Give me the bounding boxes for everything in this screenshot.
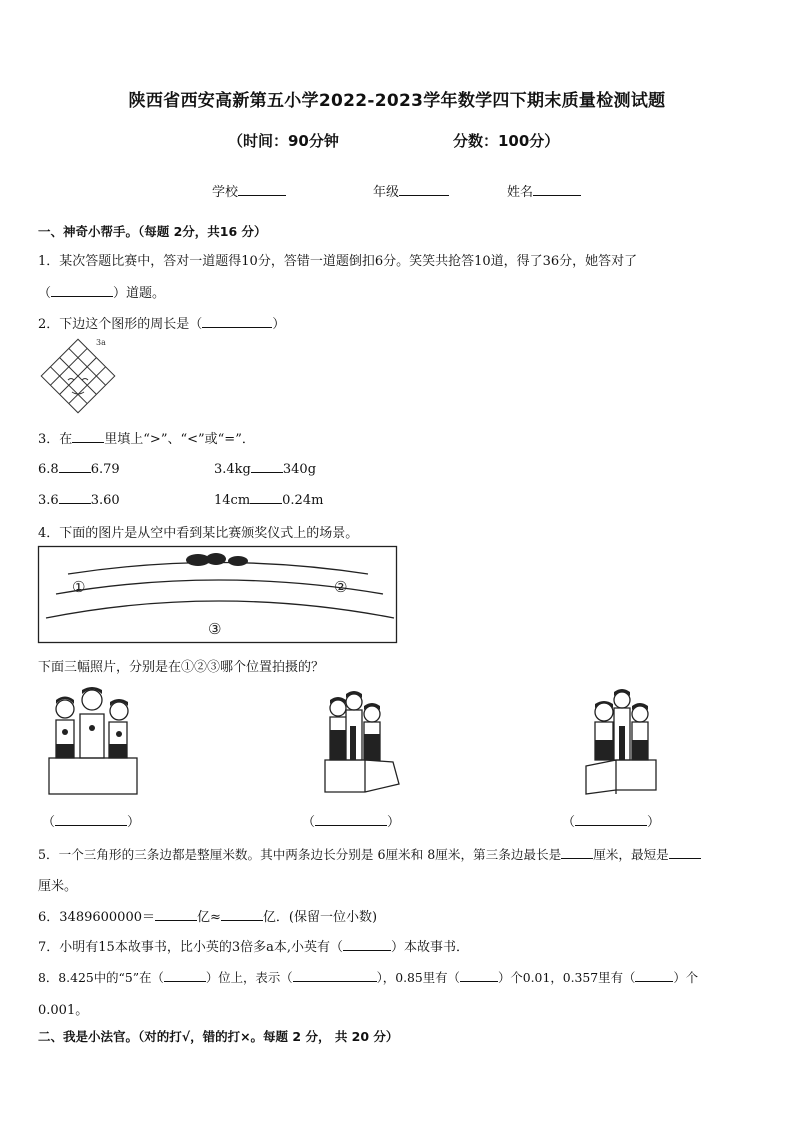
position-3-label: ③ xyxy=(208,620,222,638)
section1-heading: 一、神奇小帮手。（每题 2分，共16 分） xyxy=(38,224,267,239)
q6-exact-blank[interactable] xyxy=(155,908,197,921)
q5-line2: 厘米。 xyxy=(38,879,78,894)
photo-3-answer xyxy=(562,811,660,830)
q5-min-blank[interactable] xyxy=(669,846,701,859)
school-label: 学校 xyxy=(212,185,239,200)
q3-item-2-left: 3.4kg xyxy=(214,462,251,477)
q3-item-2-blank[interactable] xyxy=(251,460,283,473)
q3-sample-blank xyxy=(72,430,104,443)
photo-3-answer-blank[interactable] xyxy=(575,813,647,826)
q1-answer-blank[interactable] xyxy=(51,284,113,297)
q5-text-b: 厘米，最短是 xyxy=(593,847,669,862)
q3-intro-b: 里填上“>”、“<”或“=”． xyxy=(104,432,255,447)
q5-line1 xyxy=(38,844,701,863)
q7-answer-blank[interactable] xyxy=(343,938,391,951)
q3-item-1-left: 6.8 xyxy=(38,462,59,477)
name-field[interactable] xyxy=(507,181,581,200)
q3-item-4 xyxy=(214,491,323,508)
q2-suffix: ） xyxy=(272,317,286,332)
q5-text-a: 5．一个三角形的三条边都是整厘米数。其中两条边长分别是 6厘米和 8厘米，第三条边最长是 xyxy=(38,847,562,862)
photo-1-answer-blank[interactable] xyxy=(55,813,127,826)
q1-close: ）道题。 xyxy=(113,286,166,301)
q3-item-4-left: 14cm xyxy=(214,493,251,508)
q8-text-e: ）个 xyxy=(673,970,699,985)
photo-3-close: ） xyxy=(647,815,661,830)
q8-text-d: ）个0.01，0.357里有（ xyxy=(497,970,636,985)
page-title: 陕西省西安高新第五小学2022-2023学年数学四下期末质量检测试题 xyxy=(128,91,666,111)
photo-2-close: ） xyxy=(387,815,401,830)
q3-item-1-right: 6.79 xyxy=(90,462,120,477)
name-blank[interactable] xyxy=(533,183,581,196)
q8-text-c: ），0.85里有（ xyxy=(376,970,460,985)
q8-line2: 0.001。 xyxy=(38,1003,89,1018)
exam-time: （时间：90分钟 xyxy=(228,132,339,150)
exam-score: 分数：100分） xyxy=(453,132,560,150)
q8-text-b: ）位上，表示（ xyxy=(205,970,293,985)
q5-max-blank[interactable] xyxy=(561,846,593,859)
q3-intro xyxy=(38,428,255,447)
q6-text-b: 亿≈ xyxy=(196,910,221,925)
q7-text-b: ）本故事书． xyxy=(390,940,469,955)
q8-count2-blank[interactable] xyxy=(635,969,673,982)
photo-2-open: （ xyxy=(302,815,316,830)
q6-approx-blank[interactable] xyxy=(221,908,263,921)
q8-meaning-blank[interactable] xyxy=(293,969,377,982)
q2-prefix: 2．下边这个图形的周长是（ xyxy=(38,317,203,332)
q7-text-a: 7．小明有15本故事书，比小英的3倍多a本,小英有（ xyxy=(38,940,343,955)
q8-text-a: 8．8.425中的“5”在（ xyxy=(38,970,164,985)
q2-figure-label: 3a xyxy=(96,338,106,347)
q6-text-a: 6．3489600000＝ xyxy=(38,910,155,925)
photo-3-figure xyxy=(582,686,662,798)
q8-place-blank[interactable] xyxy=(164,969,206,982)
q1-line2 xyxy=(38,282,165,301)
section2-heading: 二、我是小法官。（对的打√，错的打×。每题 2 分， 共 20 分） xyxy=(38,1029,399,1044)
q7-text xyxy=(38,936,469,955)
position-2-label: ② xyxy=(334,578,348,596)
q3-item-1-blank[interactable] xyxy=(59,460,91,473)
grade-field[interactable] xyxy=(373,181,449,200)
photo-1-answer xyxy=(42,811,140,830)
q6-text xyxy=(38,906,377,925)
q4-text: 4．下面的图片是从空中看到某比赛颁奖仪式上的场景。 xyxy=(38,526,359,541)
grade-blank[interactable] xyxy=(399,183,449,196)
q3-item-3 xyxy=(38,491,120,508)
q3-item-3-right: 3.60 xyxy=(90,493,120,508)
q8-count1-blank[interactable] xyxy=(460,969,498,982)
q3-item-2-right: 340g xyxy=(282,462,317,477)
photo-2-answer xyxy=(302,811,400,830)
podium-aerial-figure xyxy=(38,546,398,644)
photo-3-open: （ xyxy=(562,815,576,830)
photo-1-close: ） xyxy=(127,815,141,830)
q3-item-4-right: 0.24m xyxy=(282,493,324,508)
q1-open: （ xyxy=(38,286,52,301)
q6-text-c: 亿．(保留一位小数) xyxy=(262,910,378,925)
photo-1-figure xyxy=(45,684,140,799)
name-label: 姓名 xyxy=(507,185,534,200)
q3-intro-a: 3．在 xyxy=(38,432,73,447)
q3-item-3-left: 3.6 xyxy=(38,493,59,508)
grade-label: 年级 xyxy=(373,185,400,200)
q1-line1: 1．某次答题比赛中，答对一道题得10分，答错一道题倒扣6分。笑笑共抢答10道，得了36分，她答对了 xyxy=(38,254,638,269)
photo-1-open: （ xyxy=(42,815,56,830)
q3-item-4-blank[interactable] xyxy=(250,491,282,504)
q3-item-3-blank[interactable] xyxy=(59,491,91,504)
q2-answer-blank[interactable] xyxy=(202,315,272,328)
q2-text xyxy=(38,313,285,332)
q8-line1 xyxy=(38,968,698,986)
position-1-label: ① xyxy=(72,578,86,596)
school-blank[interactable] xyxy=(238,183,286,196)
q3-item-1 xyxy=(38,460,120,477)
photo-2-figure xyxy=(322,690,402,798)
q3-item-2 xyxy=(214,460,316,477)
school-field[interactable] xyxy=(212,181,286,200)
photo-2-answer-blank[interactable] xyxy=(315,813,387,826)
staircase-figure xyxy=(38,336,118,416)
q4-question: 下面三幅照片，分别是在①②③哪个位置拍摄的？ xyxy=(38,660,325,675)
